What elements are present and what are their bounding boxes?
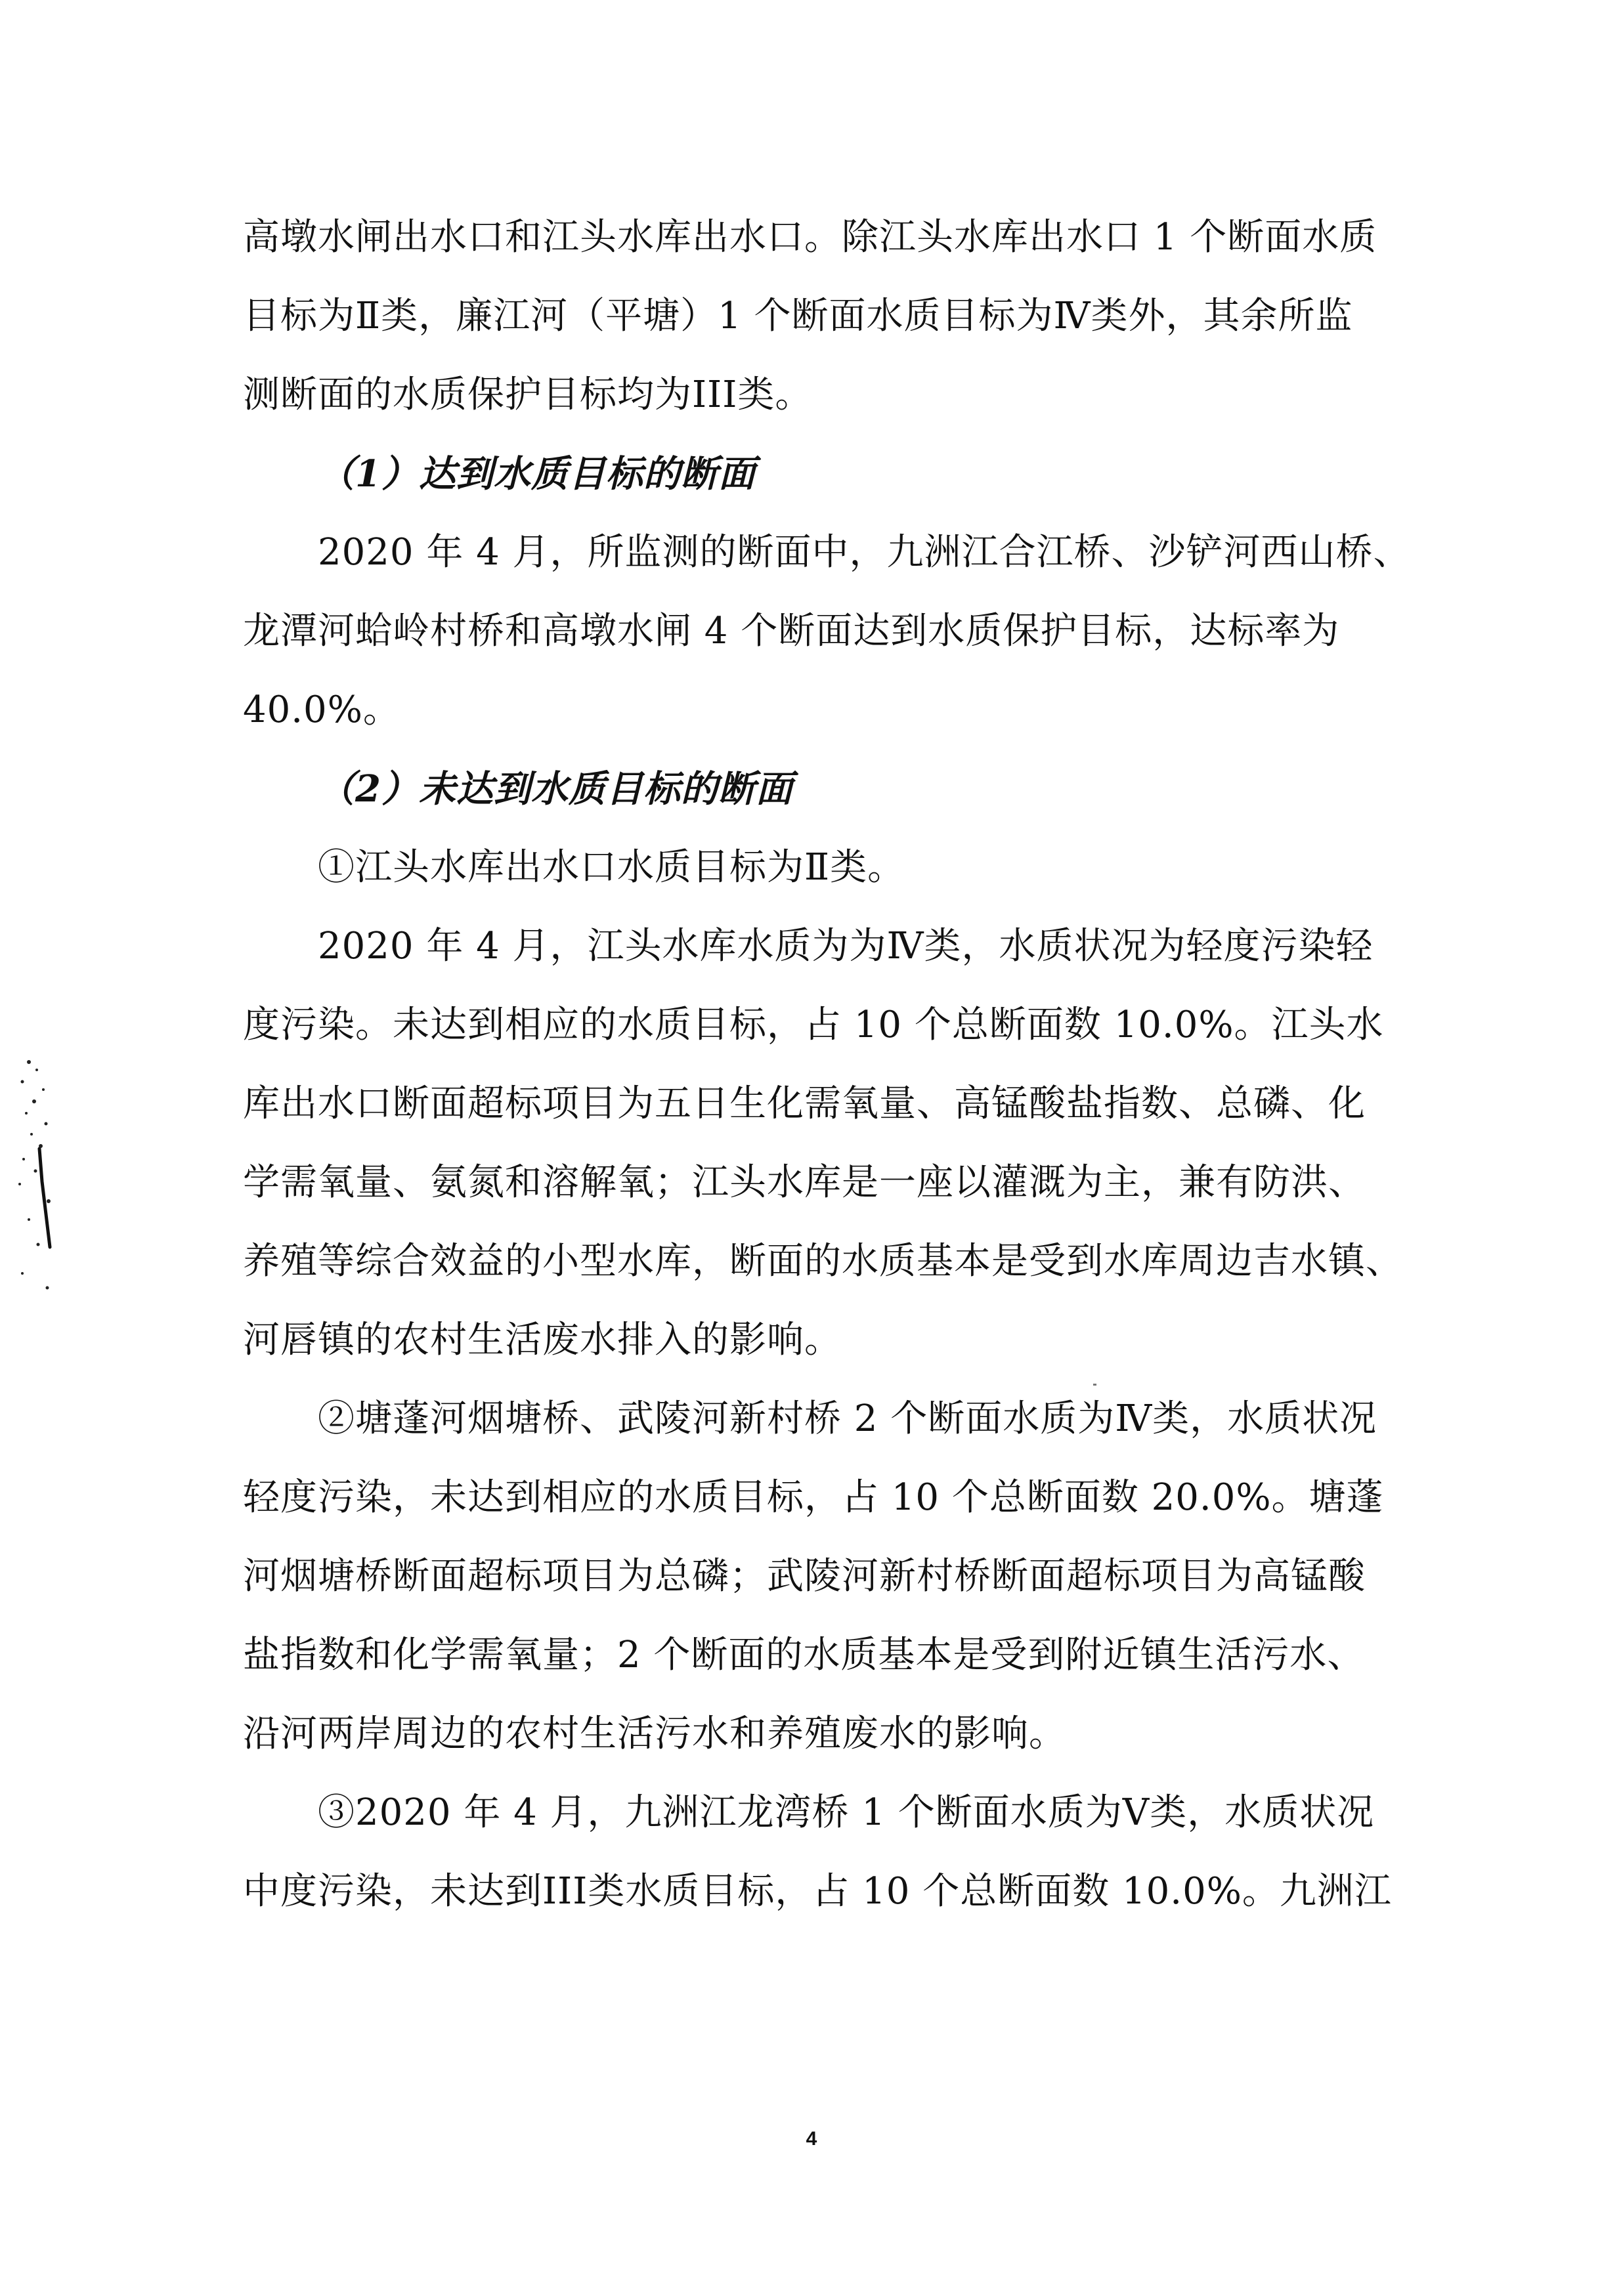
paragraph-line: 龙潭河蛤岭村桥和高墩水闸 4 个断面达到水质保护目标，达标率为 [243,610,1340,652]
paragraph-line: 高墩水闸出水口和江头水库出水口。除江头水库出水口 1 个断面水质 [243,216,1377,259]
paragraph-line: 养殖等综合效益的小型水库，断面的水质基本是受到水库周边吉水镇、 [243,1240,1403,1283]
paragraph-line: 库出水口断面超标项目为五日生化需氧量、高锰酸盐指数、总磷、化 [243,1082,1366,1125]
section-heading-2: （2）未达到水质目标的断面 [318,767,793,811]
section-heading-1: （1）达到水质目标的断面 [318,452,756,496]
paragraph-line: 中度污染，未达到III类水质目标，占 10 个总断面数 10.0%。九洲江 [243,1870,1392,1913]
paragraph-line: 盐指数和化学需氧量；2 个断面的水质基本是受到附近镇生活污水、 [243,1634,1365,1676]
paragraph-line: 河烟塘桥断面超标项目为总磷；武陵河新村桥断面超标项目为高锰酸 [243,1555,1366,1598]
paragraph-line: 沿河两岸周边的农村生活污水和养殖废水的影响。 [243,1712,1066,1755]
paragraph-line: 2020 年 4 月，所监测的断面中，九洲江合江桥、沙铲河西山桥、 [318,531,1411,574]
paragraph-line: 2020 年 4 月，江头水库水质为为Ⅳ类，水质状况为轻度污染轻 [318,925,1374,967]
scan-speck [1093,1384,1096,1386]
paragraph-line: 40.0%。 [243,689,400,731]
paragraph-line: ③2020 年 4 月，九洲江龙湾桥 1 个断面水质为Ⅴ类，水质状况 [318,1791,1375,1834]
paragraph-line: 度污染。未达到相应的水质目标，占 10 个总断面数 10.0%。江头水 [243,1004,1384,1046]
scan-artifact [9,1050,55,1300]
paragraph-line: ①江头水库出水口水质目标为Ⅱ类。 [318,846,905,889]
paragraph-line: 测断面的水质保护目标均为III类。 [243,373,813,416]
paragraph-line: ②塘蓬河烟塘桥、武陵河新村桥 2 个断面水质为Ⅳ类，水质状况 [318,1397,1377,1440]
paragraph-line: 目标为Ⅱ类，廉江河（平塘）1 个断面水质目标为Ⅳ类外，其余所监 [243,295,1353,337]
page-number: 4 [806,2128,817,2150]
paragraph-line: 轻度污染，未达到相应的水质目标，占 10 个总断面数 20.0%。塘蓬 [243,1476,1384,1519]
paragraph-line: 学需氧量、氨氮和溶解氧；江头水库是一座以灌溉为主，兼有防洪、 [243,1161,1366,1204]
paragraph-line: 河唇镇的农村生活废水排入的影响。 [243,1319,842,1361]
